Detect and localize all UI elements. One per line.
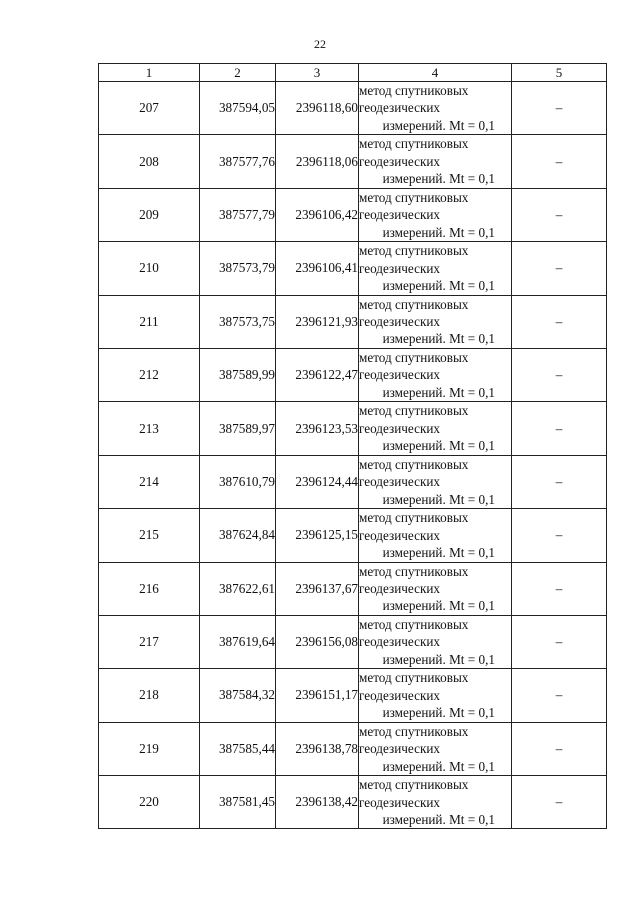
table-row [99, 402, 607, 455]
y-coordinate-cell: 2396118,06 [276, 135, 359, 188]
column-header-4: 4 [359, 64, 512, 82]
table-row [99, 615, 607, 668]
method-line: метод спутниковых [359, 563, 469, 579]
point-number-cell: 211 [99, 295, 200, 348]
y-coordinate-cell: 2396138,42 [276, 776, 359, 829]
x-coordinate-cell: 387581,45 [200, 776, 276, 829]
y-coordinate-cell: 2396123,53 [276, 402, 359, 455]
note-cell: – [512, 402, 607, 455]
method-line: метод спутниковых [359, 243, 469, 259]
method-cell [359, 722, 512, 775]
x-coordinate-cell: 387589,99 [200, 348, 276, 401]
method-line: метод спутниковых [359, 777, 469, 793]
method-line: геодезических [359, 474, 441, 490]
method-line: измерений. Mt = 0,1 [382, 171, 495, 187]
y-coordinate-cell: 2396106,41 [276, 242, 359, 295]
point-number-cell: 213 [99, 402, 200, 455]
table-row [99, 82, 607, 135]
page-number: 22 [314, 37, 326, 51]
point-number-cell: 220 [99, 776, 200, 829]
table-row [99, 509, 607, 562]
method-cell [359, 669, 512, 722]
note-cell: – [512, 455, 607, 508]
method-line: метод спутниковых [359, 403, 469, 419]
note-cell: – [512, 242, 607, 295]
method-line: геодезических [359, 153, 441, 169]
point-number-cell: 207 [99, 82, 200, 135]
point-number-cell: 212 [99, 348, 200, 401]
table-row [99, 669, 607, 722]
method-line: измерений. Mt = 0,1 [382, 224, 495, 240]
y-coordinate-cell: 2396156,08 [276, 615, 359, 668]
note-cell: – [512, 669, 607, 722]
method-line: геодезических [359, 794, 441, 810]
y-coordinate-cell: 2396122,47 [276, 348, 359, 401]
header-row [99, 64, 607, 82]
point-number-cell: 218 [99, 669, 200, 722]
column-header-3: 3 [276, 64, 359, 82]
method-line: метод спутниковых [359, 136, 469, 152]
method-line: метод спутниковых [359, 83, 469, 99]
method-cell [359, 348, 512, 401]
method-line: измерений. Mt = 0,1 [382, 811, 495, 827]
point-number-cell: 208 [99, 135, 200, 188]
x-coordinate-cell: 387577,79 [200, 188, 276, 241]
point-number-cell: 209 [99, 188, 200, 241]
method-cell [359, 82, 512, 135]
table-row [99, 188, 607, 241]
x-coordinate-cell: 387589,97 [200, 402, 276, 455]
method-line: метод спутниковых [359, 510, 469, 526]
y-coordinate-cell: 2396124,44 [276, 455, 359, 508]
y-coordinate-cell: 2396121,93 [276, 295, 359, 348]
method-line: геодезических [359, 260, 441, 276]
y-coordinate-cell: 2396151,17 [276, 669, 359, 722]
method-line: измерений. Mt = 0,1 [382, 491, 495, 507]
table-row [99, 135, 607, 188]
method-line: измерений. Mt = 0,1 [382, 438, 495, 454]
point-number-cell: 214 [99, 455, 200, 508]
method-line: геодезических [359, 207, 441, 223]
note-cell: – [512, 348, 607, 401]
y-coordinate-cell: 2396138,78 [276, 722, 359, 775]
method-cell [359, 509, 512, 562]
method-line: геодезических [359, 634, 441, 650]
method-cell [359, 135, 512, 188]
note-cell: – [512, 776, 607, 829]
y-coordinate-cell: 2396125,15 [276, 509, 359, 562]
method-line: метод спутниковых [359, 296, 469, 312]
note-cell: – [512, 615, 607, 668]
method-cell [359, 242, 512, 295]
method-line: измерений. Mt = 0,1 [382, 384, 495, 400]
method-line: измерений. Mt = 0,1 [382, 117, 495, 133]
note-cell: – [512, 562, 607, 615]
point-number-cell: 215 [99, 509, 200, 562]
method-line: геодезических [359, 314, 441, 330]
note-cell: – [512, 295, 607, 348]
x-coordinate-cell: 387577,76 [200, 135, 276, 188]
table-row [99, 562, 607, 615]
method-line: геодезических [359, 100, 441, 116]
method-line: геодезических [359, 687, 441, 703]
table-row [99, 455, 607, 508]
method-cell [359, 615, 512, 668]
method-line: геодезических [359, 741, 441, 757]
x-coordinate-cell: 387573,75 [200, 295, 276, 348]
point-number-cell: 219 [99, 722, 200, 775]
point-number-cell: 210 [99, 242, 200, 295]
method-cell [359, 455, 512, 508]
x-coordinate-cell: 387573,79 [200, 242, 276, 295]
table-row [99, 295, 607, 348]
table-body [99, 64, 607, 829]
note-cell: – [512, 135, 607, 188]
note-cell: – [512, 188, 607, 241]
coordinates-table [98, 63, 607, 829]
method-line: геодезических [359, 527, 441, 543]
method-cell [359, 776, 512, 829]
method-cell [359, 295, 512, 348]
column-header-5: 5 [512, 64, 607, 82]
method-line: метод спутниковых [359, 723, 469, 739]
method-line: геодезических [359, 581, 441, 596]
method-line: метод спутниковых [359, 670, 469, 686]
y-coordinate-cell: 2396137,67 [276, 562, 359, 615]
point-number-cell: 217 [99, 615, 200, 668]
x-coordinate-cell: 387584,32 [200, 669, 276, 722]
method-line: метод спутниковых [359, 189, 469, 205]
x-coordinate-cell: 387624,84 [200, 509, 276, 562]
method-line: измерений. Mt = 0,1 [382, 598, 495, 614]
table-row [99, 722, 607, 775]
method-cell [359, 562, 512, 615]
column-header-1: 1 [99, 64, 200, 82]
x-coordinate-cell: 387594,05 [200, 82, 276, 135]
y-coordinate-cell: 2396118,60 [276, 82, 359, 135]
x-coordinate-cell: 387622,61 [200, 562, 276, 615]
method-line: измерений. Mt = 0,1 [382, 278, 495, 294]
point-number-cell: 216 [99, 562, 200, 615]
table-row [99, 348, 607, 401]
method-line: измерений. Mt = 0,1 [382, 651, 495, 667]
method-cell [359, 188, 512, 241]
method-line: измерений. Mt = 0,1 [382, 758, 495, 774]
y-coordinate-cell: 2396106,42 [276, 188, 359, 241]
table-row [99, 776, 607, 829]
method-line: измерений. Mt = 0,1 [382, 705, 495, 721]
method-line: геодезических [359, 420, 441, 436]
method-line: измерений. Mt = 0,1 [382, 331, 495, 347]
method-cell [359, 402, 512, 455]
method-line: метод спутниковых [359, 456, 469, 472]
method-line: геодезических [359, 367, 441, 383]
x-coordinate-cell: 387585,44 [200, 722, 276, 775]
x-coordinate-cell: 387610,79 [200, 455, 276, 508]
note-cell: – [512, 722, 607, 775]
note-cell: – [512, 82, 607, 135]
note-cell: – [512, 509, 607, 562]
method-line: измерений. Mt = 0,1 [382, 545, 495, 561]
x-coordinate-cell: 387619,64 [200, 615, 276, 668]
method-line: метод спутниковых [359, 616, 469, 632]
method-line: метод спутниковых [359, 350, 469, 366]
column-header-2: 2 [200, 64, 276, 82]
table-row [99, 242, 607, 295]
